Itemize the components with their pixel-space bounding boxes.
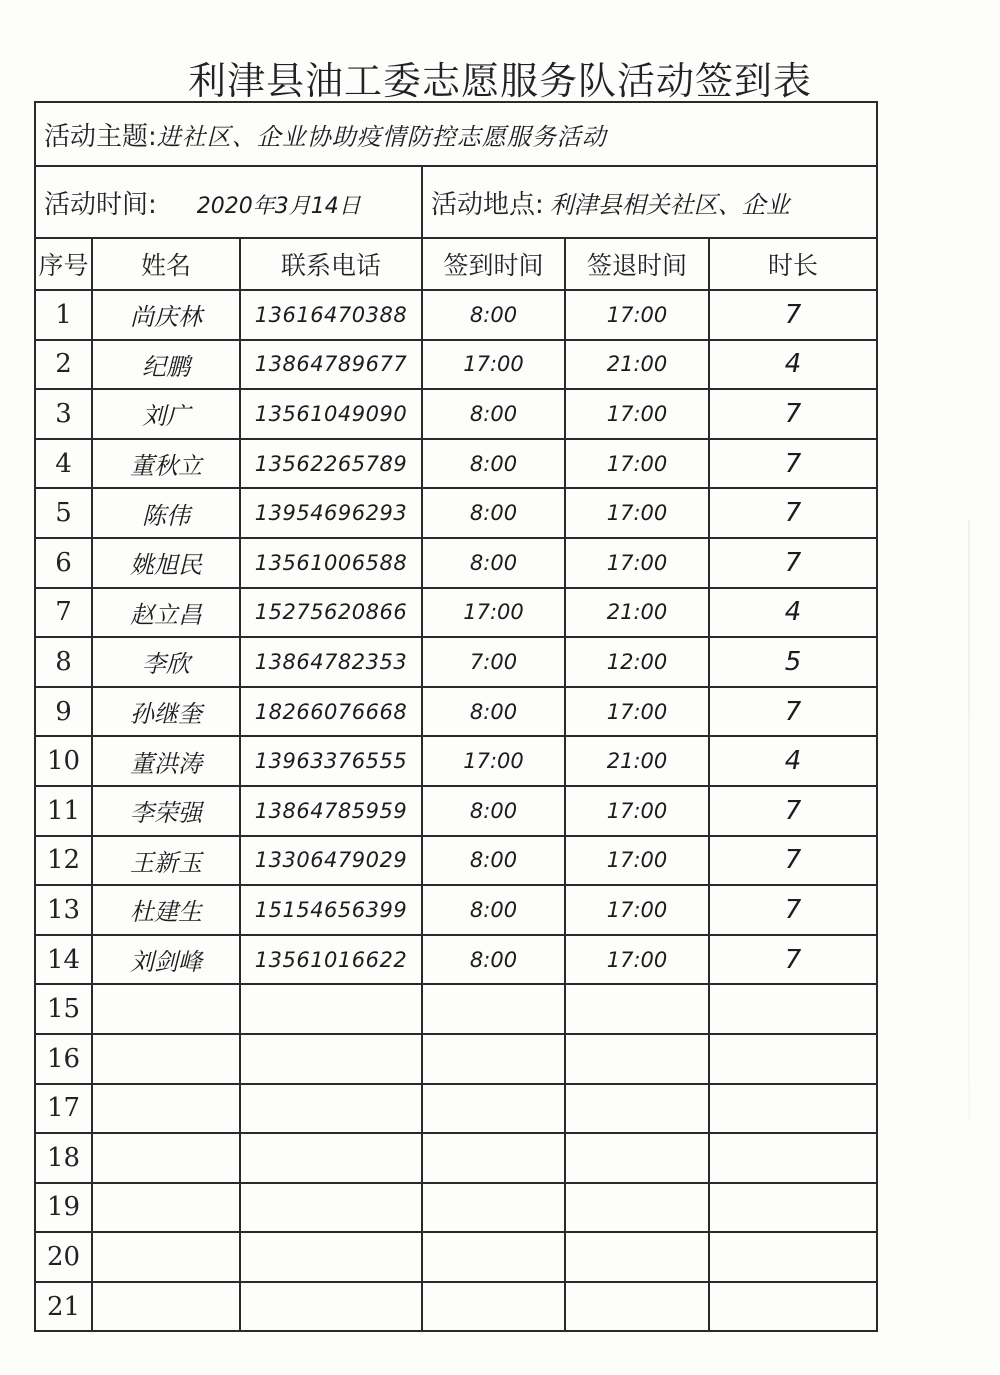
row-phone bbox=[240, 1282, 422, 1332]
row-phone bbox=[240, 1183, 422, 1233]
row-duration: 7 bbox=[709, 290, 877, 340]
row-phone: 13561049090 bbox=[240, 389, 422, 439]
row-duration bbox=[709, 1183, 877, 1233]
row-sign-in bbox=[422, 1183, 565, 1233]
table-row bbox=[35, 389, 877, 439]
row-seq: 13 bbox=[35, 885, 92, 935]
row-name: 姚旭民 bbox=[92, 538, 240, 588]
row-phone bbox=[240, 1133, 422, 1183]
sign-in-table bbox=[34, 101, 878, 1332]
row-duration: 7 bbox=[709, 935, 877, 985]
row-name: 刘剑峰 bbox=[92, 935, 240, 985]
row-seq: 4 bbox=[35, 439, 92, 489]
row-phone bbox=[240, 984, 422, 1034]
table-row bbox=[35, 687, 877, 737]
row-sign-in: 17:00 bbox=[422, 340, 565, 390]
row-sign-in: 8:00 bbox=[422, 786, 565, 836]
row-sign-out: 21:00 bbox=[565, 736, 709, 786]
row-phone: 13864782353 bbox=[240, 637, 422, 687]
row-seq: 12 bbox=[35, 836, 92, 886]
row-seq: 2 bbox=[35, 340, 92, 390]
row-name bbox=[92, 1232, 240, 1282]
row-phone: 13616470388 bbox=[240, 290, 422, 340]
row-sign-out bbox=[565, 1232, 709, 1282]
theme-label: 活动主题: bbox=[44, 121, 157, 152]
table-row bbox=[35, 885, 877, 935]
row-seq: 10 bbox=[35, 736, 92, 786]
row-duration: 7 bbox=[709, 836, 877, 886]
row-sign-out: 17:00 bbox=[565, 687, 709, 737]
row-name: 赵立昌 bbox=[92, 588, 240, 638]
table-row bbox=[35, 1232, 877, 1282]
row-phone: 13306479029 bbox=[240, 836, 422, 886]
row-name: 王新玉 bbox=[92, 836, 240, 886]
row-seq: 6 bbox=[35, 538, 92, 588]
row-seq: 17 bbox=[35, 1084, 92, 1134]
row-sign-in bbox=[422, 984, 565, 1034]
row-sign-in bbox=[422, 1133, 565, 1183]
row-name bbox=[92, 1133, 240, 1183]
row-name: 董秋立 bbox=[92, 439, 240, 489]
row-duration: 4 bbox=[709, 736, 877, 786]
table-row bbox=[35, 1282, 877, 1332]
row-name: 李欣 bbox=[92, 637, 240, 687]
row-phone: 13561006588 bbox=[240, 538, 422, 588]
row-duration bbox=[709, 1232, 877, 1282]
row-sign-in bbox=[422, 1034, 565, 1084]
row-sign-in: 8:00 bbox=[422, 538, 565, 588]
row-sign-in: 7:00 bbox=[422, 637, 565, 687]
sheet-title: 利津县油工委志愿服务队活动签到表 bbox=[187, 59, 812, 103]
row-phone: 15154656399 bbox=[240, 885, 422, 935]
row-seq: 9 bbox=[35, 687, 92, 737]
row-seq: 8 bbox=[35, 637, 92, 687]
row-sign-out: 12:00 bbox=[565, 637, 709, 687]
row-duration: 7 bbox=[709, 538, 877, 588]
header-duration: 时长 bbox=[709, 238, 877, 290]
time-place-row bbox=[35, 166, 877, 238]
row-sign-out bbox=[565, 1282, 709, 1332]
row-sign-out: 17:00 bbox=[565, 439, 709, 489]
table-row bbox=[35, 290, 877, 340]
table-row bbox=[35, 984, 877, 1034]
table-row bbox=[35, 588, 877, 638]
row-sign-out bbox=[565, 1183, 709, 1233]
row-sign-in: 8:00 bbox=[422, 885, 565, 935]
row-sign-out: 21:00 bbox=[565, 588, 709, 638]
row-sign-out: 17:00 bbox=[565, 786, 709, 836]
row-name: 刘广 bbox=[92, 389, 240, 439]
table-row bbox=[35, 488, 877, 538]
table-row bbox=[35, 637, 877, 687]
row-duration: 4 bbox=[709, 340, 877, 390]
row-name bbox=[92, 984, 240, 1034]
row-sign-out: 17:00 bbox=[565, 538, 709, 588]
row-seq: 3 bbox=[35, 389, 92, 439]
row-seq: 15 bbox=[35, 984, 92, 1034]
row-duration bbox=[709, 1034, 877, 1084]
row-sign-out bbox=[565, 984, 709, 1034]
row-duration: 7 bbox=[709, 488, 877, 538]
theme-value: 进社区、企业协助疫情防控志愿服务活动 bbox=[156, 122, 607, 151]
row-sign-in: 8:00 bbox=[422, 836, 565, 886]
row-phone bbox=[240, 1084, 422, 1134]
row-sign-out: 17:00 bbox=[565, 290, 709, 340]
place-cell bbox=[422, 166, 877, 238]
place-value: 利津县相关社区、企业 bbox=[549, 190, 790, 219]
time-value: 2020年3月14日 bbox=[196, 193, 361, 219]
row-duration: 5 bbox=[709, 637, 877, 687]
row-sign-in: 8:00 bbox=[422, 290, 565, 340]
row-sign-out: 17:00 bbox=[565, 836, 709, 886]
table-row bbox=[35, 786, 877, 836]
row-phone: 13864785959 bbox=[240, 786, 422, 836]
row-sign-in bbox=[422, 1282, 565, 1332]
table-row bbox=[35, 1084, 877, 1134]
header-sign-out: 签退时间 bbox=[565, 238, 709, 290]
row-sign-in bbox=[422, 1232, 565, 1282]
row-duration bbox=[709, 1084, 877, 1134]
table-row bbox=[35, 1133, 877, 1183]
row-name: 李荣强 bbox=[92, 786, 240, 836]
row-name bbox=[92, 1183, 240, 1233]
header-name: 姓名 bbox=[92, 238, 240, 290]
row-sign-out bbox=[565, 1084, 709, 1134]
row-seq: 19 bbox=[35, 1183, 92, 1233]
row-phone: 13864789677 bbox=[240, 340, 422, 390]
row-seq: 5 bbox=[35, 488, 92, 538]
row-sign-in: 8:00 bbox=[422, 488, 565, 538]
table-row bbox=[35, 1183, 877, 1233]
row-sign-out: 21:00 bbox=[565, 340, 709, 390]
header-seq: 序号 bbox=[35, 238, 92, 290]
row-seq: 14 bbox=[35, 935, 92, 985]
row-duration bbox=[709, 1133, 877, 1183]
row-sign-in: 8:00 bbox=[422, 389, 565, 439]
row-sign-in: 17:00 bbox=[422, 588, 565, 638]
row-sign-out: 17:00 bbox=[565, 488, 709, 538]
row-name: 纪鹏 bbox=[92, 340, 240, 390]
scan-smudge bbox=[968, 520, 970, 1120]
header-phone: 联系电话 bbox=[240, 238, 422, 290]
row-phone: 13562265789 bbox=[240, 439, 422, 489]
row-duration bbox=[709, 1282, 877, 1332]
table-row bbox=[35, 736, 877, 786]
row-duration: 7 bbox=[709, 786, 877, 836]
row-seq: 1 bbox=[35, 290, 92, 340]
theme-cell bbox=[35, 102, 877, 166]
row-name: 尚庆林 bbox=[92, 290, 240, 340]
row-sign-out bbox=[565, 1034, 709, 1084]
row-phone: 13954696293 bbox=[240, 488, 422, 538]
place-label: 活动地点: bbox=[431, 189, 544, 220]
row-duration: 7 bbox=[709, 687, 877, 737]
table-row bbox=[35, 538, 877, 588]
row-phone: 13963376555 bbox=[240, 736, 422, 786]
table-row bbox=[35, 935, 877, 985]
theme-row bbox=[35, 102, 877, 166]
row-sign-out bbox=[565, 1133, 709, 1183]
time-label: 活动时间: bbox=[44, 189, 157, 220]
row-sign-in: 17:00 bbox=[422, 736, 565, 786]
time-cell bbox=[35, 166, 422, 238]
row-seq: 21 bbox=[35, 1282, 92, 1332]
row-name bbox=[92, 1034, 240, 1084]
table-row bbox=[35, 836, 877, 886]
row-sign-out: 17:00 bbox=[565, 935, 709, 985]
table-row bbox=[35, 1034, 877, 1084]
row-sign-in: 8:00 bbox=[422, 935, 565, 985]
row-seq: 11 bbox=[35, 786, 92, 836]
row-sign-in bbox=[422, 1084, 565, 1134]
table-row bbox=[35, 340, 877, 390]
row-duration: 7 bbox=[709, 439, 877, 489]
row-sign-in: 8:00 bbox=[422, 439, 565, 489]
row-name: 孙继奎 bbox=[92, 687, 240, 737]
row-phone: 13561016622 bbox=[240, 935, 422, 985]
table-row bbox=[35, 439, 877, 489]
row-duration: 4 bbox=[709, 588, 877, 638]
row-duration bbox=[709, 984, 877, 1034]
row-name bbox=[92, 1084, 240, 1134]
row-seq: 16 bbox=[35, 1034, 92, 1084]
row-phone: 18266076668 bbox=[240, 687, 422, 737]
row-duration: 7 bbox=[709, 885, 877, 935]
row-seq: 7 bbox=[35, 588, 92, 638]
row-sign-in: 8:00 bbox=[422, 687, 565, 737]
header-row bbox=[35, 238, 877, 290]
row-name: 董洪涛 bbox=[92, 736, 240, 786]
row-phone: 15275620866 bbox=[240, 588, 422, 638]
row-sign-out: 17:00 bbox=[565, 389, 709, 439]
row-name: 陈伟 bbox=[92, 488, 240, 538]
row-name bbox=[92, 1282, 240, 1332]
row-phone bbox=[240, 1034, 422, 1084]
row-duration: 7 bbox=[709, 389, 877, 439]
header-sign-in: 签到时间 bbox=[422, 238, 565, 290]
row-seq: 18 bbox=[35, 1133, 92, 1183]
row-seq: 20 bbox=[35, 1232, 92, 1282]
row-phone bbox=[240, 1232, 422, 1282]
row-name: 杜建生 bbox=[92, 885, 240, 935]
row-sign-out: 17:00 bbox=[565, 885, 709, 935]
